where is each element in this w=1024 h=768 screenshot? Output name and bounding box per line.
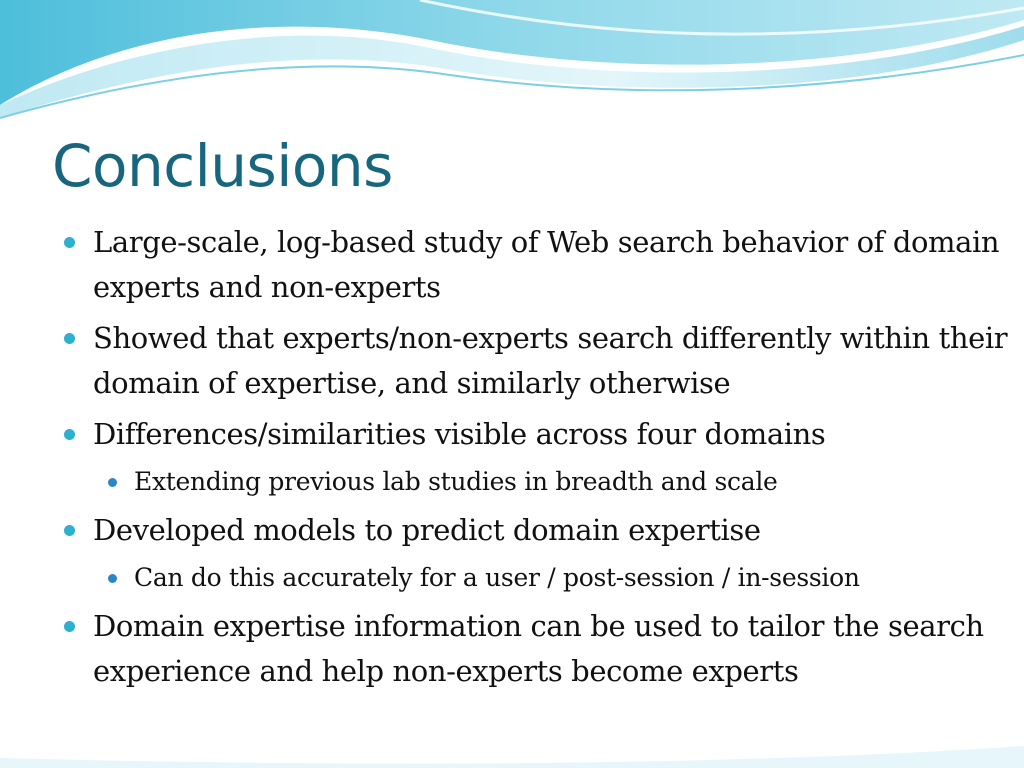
bullet-item bbox=[62, 412, 1012, 457]
bullet-text: Differences/similarities visible across four domains bbox=[93, 417, 826, 451]
sub-bullet-text: Extending previous lab studies in breadth and scale bbox=[134, 467, 778, 496]
sub-bullet-item bbox=[103, 463, 1012, 501]
sub-bullet-item bbox=[103, 559, 1012, 597]
bullet-text: Large-scale, log-based study of Web search behavior of domain experts and non-experts bbox=[93, 225, 1000, 304]
top-wave-decoration bbox=[0, 0, 1024, 130]
bullet-list bbox=[62, 220, 1012, 700]
bullet-item bbox=[62, 316, 1012, 406]
bullet-text: Domain expertise information can be used to tailor the search experience and help non-experts become experts bbox=[93, 609, 984, 688]
bullet-dot-icon bbox=[64, 237, 75, 248]
bullet-item bbox=[62, 220, 1012, 310]
bullet-dot-icon bbox=[64, 333, 75, 344]
bullet-text: Developed models to predict domain expertise bbox=[93, 513, 761, 547]
bullet-text: Showed that experts/non-experts search differently within their domain of expertise, and similarly otherwise bbox=[93, 321, 1008, 400]
bullet-item bbox=[62, 604, 1012, 694]
bullet-dot-icon bbox=[64, 525, 75, 536]
sub-bullet-dot-icon bbox=[108, 574, 117, 583]
bottom-wave-decoration bbox=[0, 728, 1024, 768]
sub-bullet-text: Can do this accurately for a user / post-session / in-session bbox=[134, 563, 860, 592]
slide-title: Conclusions bbox=[52, 132, 393, 200]
bullet-dot-icon bbox=[64, 621, 75, 632]
bullet-item bbox=[62, 508, 1012, 553]
bullet-dot-icon bbox=[64, 429, 75, 440]
sub-bullet-dot-icon bbox=[108, 478, 117, 487]
